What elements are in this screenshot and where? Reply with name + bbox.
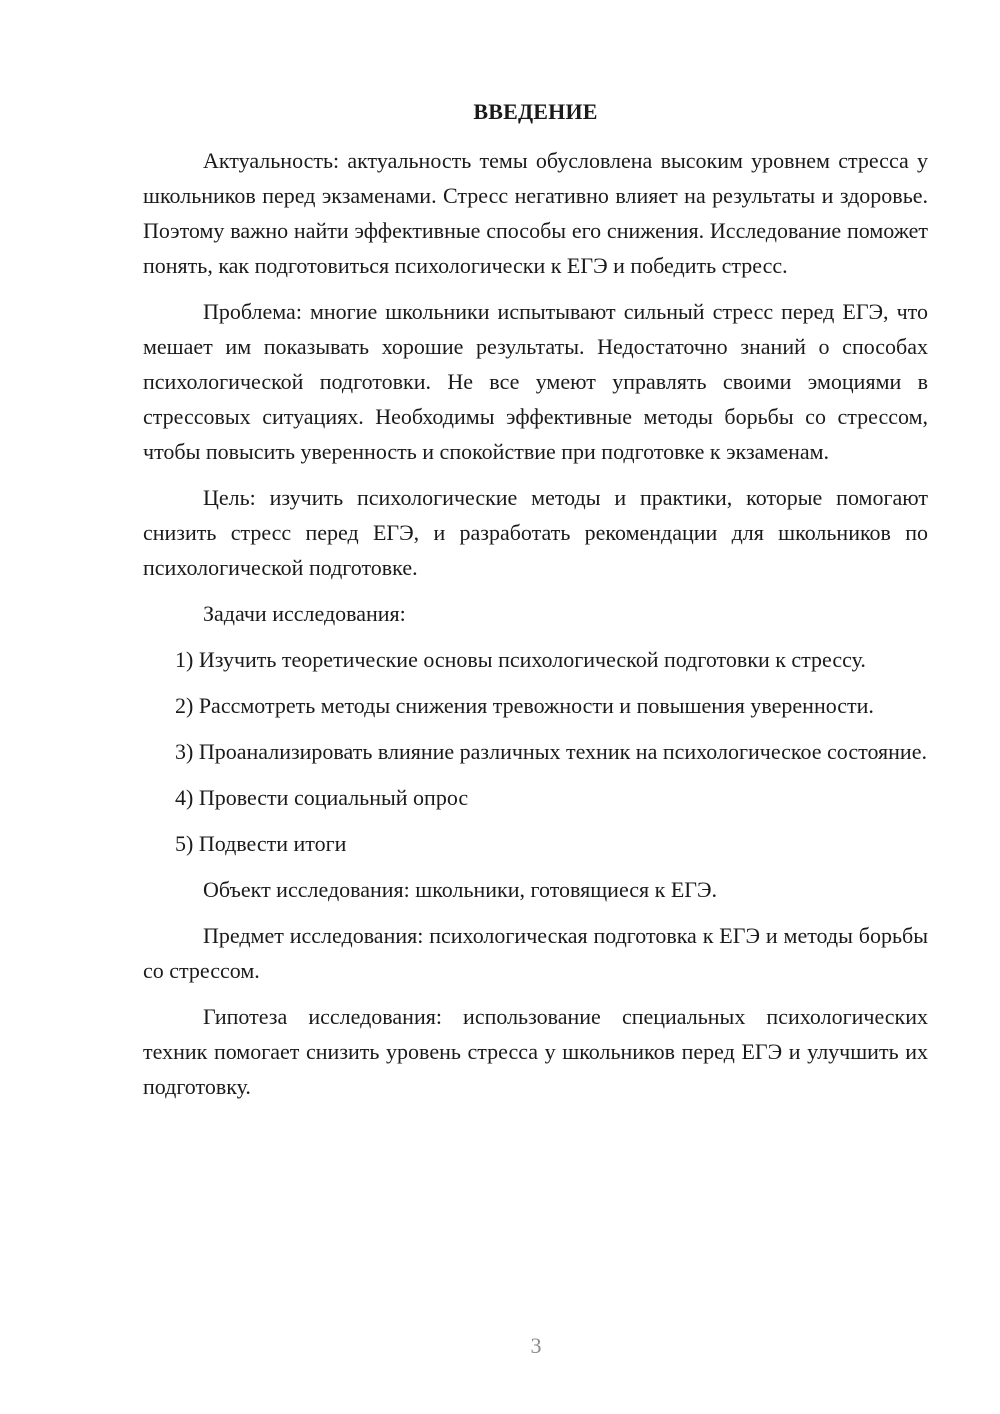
object-paragraph: Объект исследования: школьники, готовящиеся к ЕГЭ. — [203, 877, 718, 902]
page-number: 3 — [530, 1333, 542, 1358]
problem-paragraph: Проблема: многие школьники испытывают сильный стресс перед ЕГЭ, что мешает им показывать хорошие результаты. Недостаточно знаний о способах психологической подготовки. Не все умеют управлять своими эмоциями в стрессовых ситуациях. Необходимы эффективные методы борьбы со стрессом, чтобы повысить уверенность и спокойствие при подготовке к экзаменам. — [143, 299, 928, 464]
task-item-3: 3) Проанализировать влияние различных техник на психологическое состояние. — [175, 739, 927, 764]
task-item-1: 1) Изучить теоретические основы психологической подготовки к стрессу. — [175, 647, 866, 672]
page-title: ВВЕДЕНИЕ — [473, 99, 598, 124]
relevance-paragraph: Актуальность: актуальность темы обусловлена высоким уровнем стресса у школьников перед экзаменами. Стресс негативно влияет на результаты и здоровье. Поэтому важно найти эффективные способы его снижения. Исследование поможет понять, как подготовиться психологически к ЕГЭ и победить стресс. — [143, 148, 928, 278]
task-item-4: 4) Провести социальный опрос — [175, 785, 469, 810]
tasks-heading: Задачи исследования: — [203, 601, 406, 626]
tasks-list — [143, 642, 928, 861]
task-item-5: 5) Подвести итоги — [175, 831, 347, 856]
goal-paragraph: Цель: изучить психологические методы и практики, которые помогают снизить стресс перед ЕГЭ, и разработать рекомендации для школьников по психологической подготовке. — [143, 485, 928, 580]
hypothesis-paragraph: Гипотеза исследования: использование специальных психологических техник помогает снизить уровень стресса у школьников перед ЕГЭ и улучшить их подготовку. — [143, 1004, 928, 1099]
page-content — [143, 94, 928, 1115]
subject-paragraph: Предмет исследования: психологическая подготовка к ЕГЭ и методы борьбы со стрессом. — [143, 923, 928, 983]
task-item-2: 2) Рассмотреть методы снижения тревожности и повышения уверенности. — [175, 693, 874, 718]
